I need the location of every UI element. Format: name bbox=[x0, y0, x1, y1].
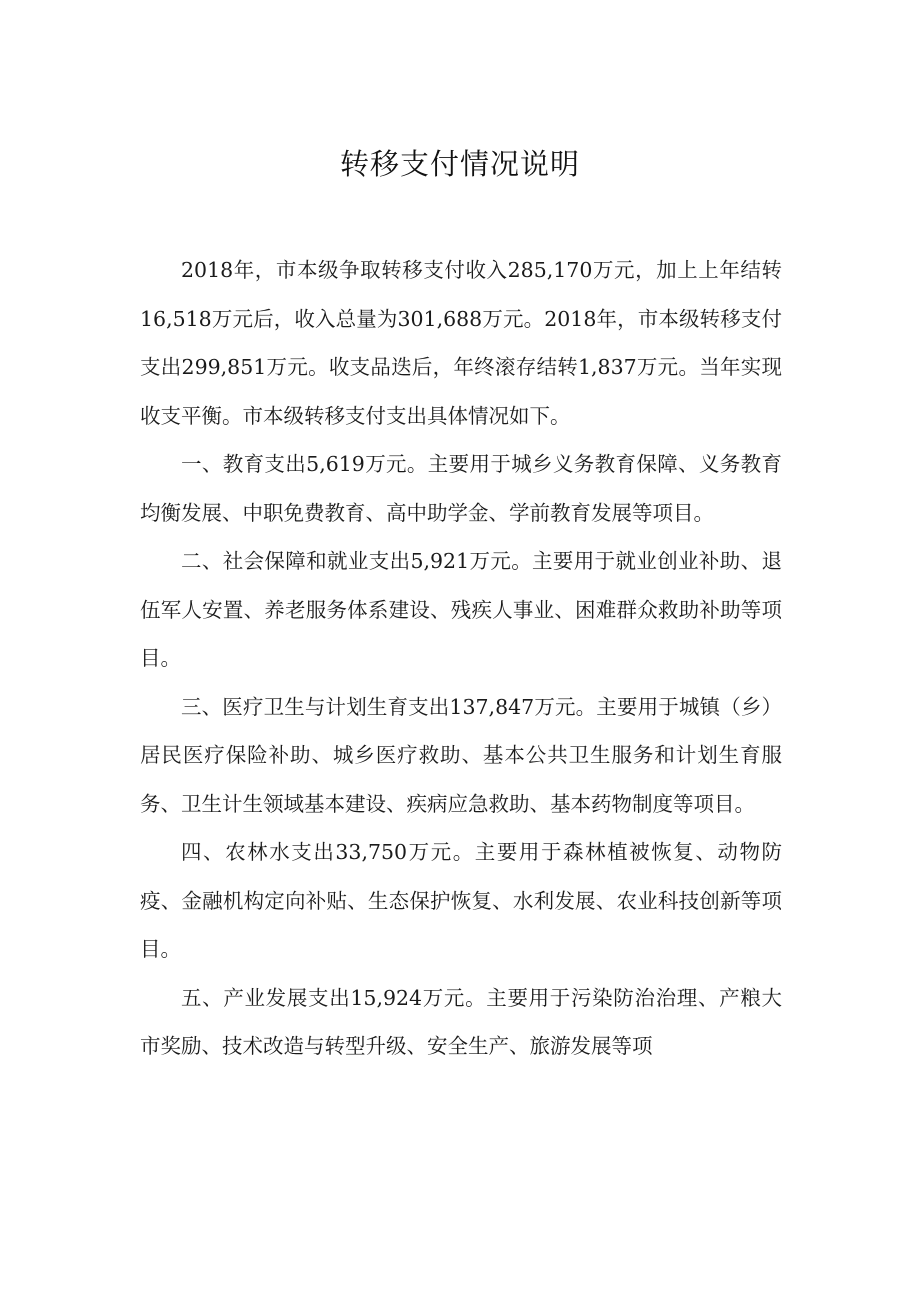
document-title: 转移支付情况说明 bbox=[339, 147, 580, 181]
paragraph-healthcare: 三、医疗卫生与计划生育支出137,847万元。主要用于城镇（乡）居民医疗保险补助、城乡医疗救助、基本公共卫生服务和计划生育服务、卫生计生领域基本建设、疾病应急救助、基本药物制度等项目。 bbox=[140, 694, 782, 816]
document-body bbox=[140, 246, 782, 1071]
paragraph-intro: 2018年，市本级争取转移支付收入285,170万元，加上上年结转16,518万元后，收入总量为301,688万元。2018年，市本级转移支付支出299,851万元。收支品迭后，年终滚存结转1,837万元。当年实现收支平衡。市本级转移支付支出具体情况如下。 bbox=[140, 258, 782, 428]
paragraph-social-security: 二、社会保障和就业支出5,921万元。主要用于就业创业补助、退伍军人安置、养老服务体系建设、残疾人事业、困难群众救助补助等项目。 bbox=[140, 549, 782, 670]
paragraph-industry: 五、产业发展支出15,924万元。主要用于污染防治治理、产粮大市奖励、技术改造与转型升级、安全生产、旅游发展等项 bbox=[140, 985, 782, 1058]
paragraph-education: 一、教育支出5,619万元。主要用于城乡义务教育保障、义务教育均衡发展、中职免费教育、高中助学金、学前教育发展等项目。 bbox=[140, 452, 782, 525]
paragraph-agriculture: 四、农林水支出33,750万元。主要用于森林植被恢复、动物防疫、金融机构定向补贴、生态保护恢复、水利发展、农业科技创新等项目。 bbox=[140, 840, 782, 961]
